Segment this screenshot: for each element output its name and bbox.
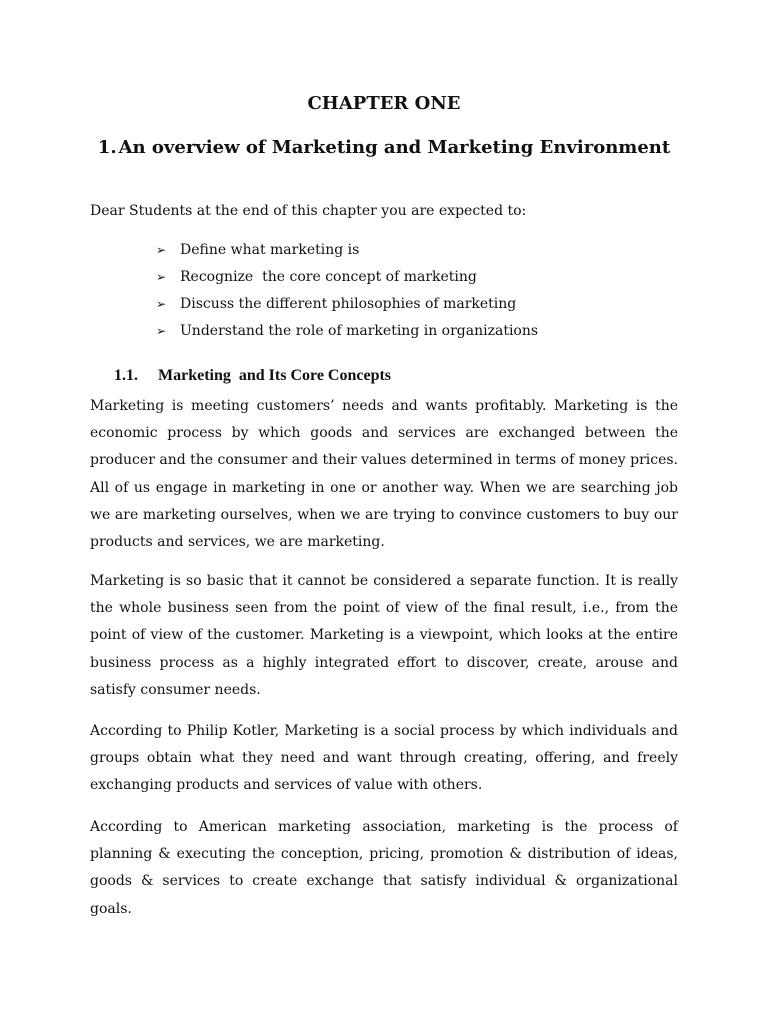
main-title-text: An overview of Marketing and Marketing Environment (118, 137, 671, 158)
section-number: 1.1. (114, 367, 138, 384)
objective-item (156, 293, 538, 320)
intro-text: Dear Students at the end of this chapter you are expected to: (90, 203, 527, 219)
objective-text: Discuss the different philosophies of marketing (180, 296, 517, 312)
objective-item (156, 266, 538, 293)
objective-text: Understand the role of marketing in organizations (180, 323, 539, 339)
arrowhead-bullet-icon: ➢ (156, 243, 167, 257)
body-paragraph: Marketing is so basic that it cannot be considered a separate function. It is really the whole business seen from the point of view of the final result, i.e., from the point of view of the customer. Marketing is a viewpoint, which looks at the entire business process as a highly integrated effort to discover, create, arouse and satisfy consumer needs. (90, 573, 678, 698)
objective-text: Define what marketing is (180, 242, 360, 258)
body-paragraph: According to American marketing association, marketing is the process of planning & executing the conception, pricing, promotion & distribution of ideas, goods & services to create exchange that satisfy individual & organizational goals. (90, 819, 678, 917)
body-paragraph: According to Philip Kotler, Marketing is a social process by which individuals and groups obtain what they need and want through creating, offering, and freely exchanging products and services of value with others. (90, 723, 678, 794)
section-heading (114, 364, 391, 388)
objective-item (156, 239, 538, 266)
chapter-title: CHAPTER ONE (307, 93, 461, 114)
main-title-number: 1. (97, 137, 117, 158)
objective-text: Recognize the core concept of marketing (180, 269, 477, 285)
objectives-list (156, 239, 538, 347)
body-paragraph: Marketing is meeting customers’ needs and wants profitably. Marketing is the economic process by which goods and services are exchanged between the producer and the consumer and their values determined in terms of money prices. All of us engage in marketing in one or another way. When we are searching job we are marketing ourselves, when we are trying to convince customers to buy our products and services, we are marketing. (90, 398, 678, 551)
arrowhead-bullet-icon: ➢ (156, 270, 167, 284)
section-title: Marketing and Its Core Concepts (158, 367, 392, 384)
arrowhead-bullet-icon: ➢ (156, 324, 167, 338)
objective-item (156, 320, 538, 347)
arrowhead-bullet-icon: ➢ (156, 297, 167, 311)
main-title (90, 130, 678, 166)
